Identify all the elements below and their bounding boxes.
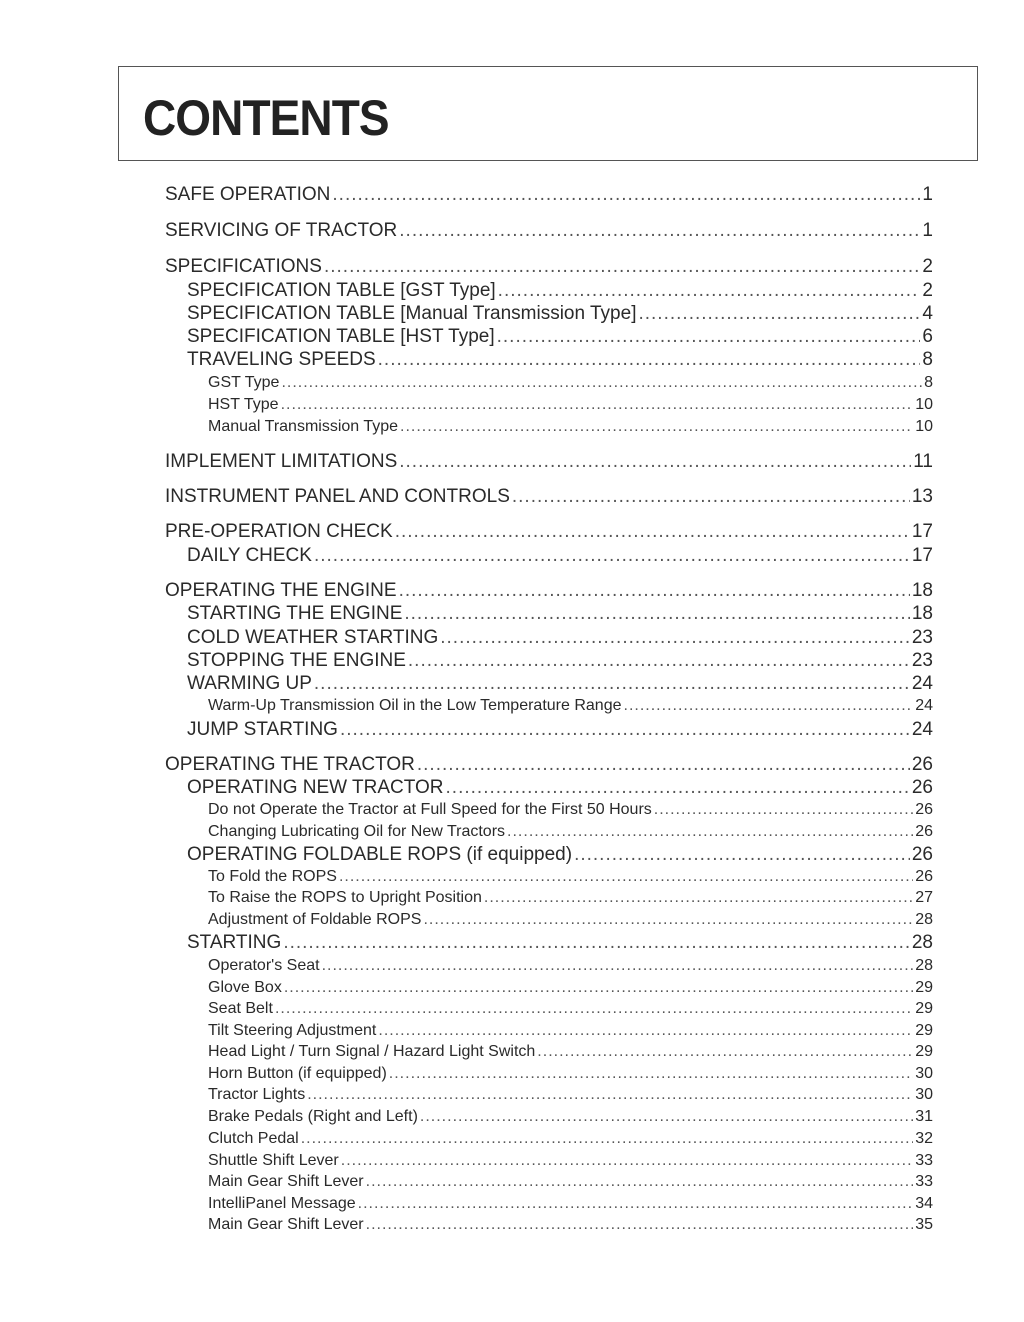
toc-page-number: 29 [915,979,933,996]
dot-leader [537,1043,913,1061]
toc-page-number: 23 [911,650,933,671]
toc-page-number: 18 [911,580,933,601]
toc-entry[interactable] [208,1173,933,1191]
toc-entry-label: SERVICING OF TRACTOR [165,220,398,241]
dot-leader [366,1216,914,1234]
toc-entry-label: WARMING UP [187,673,312,694]
toc-entry-label: GST Type [208,374,280,391]
dot-leader [322,957,914,975]
dot-leader [420,1108,913,1126]
toc-entry[interactable] [187,777,933,799]
toc-entry[interactable] [187,326,933,348]
toc-page-number: 24 [911,719,933,740]
toc-entry-label: STOPPING THE ENGINE [187,650,406,671]
toc-page-number: 4 [922,303,933,324]
toc-page-number: 26 [911,777,933,798]
toc-page-number: 1 [922,184,933,205]
dot-leader [332,184,920,206]
toc-entry-label: Manual Transmission Type [208,418,399,435]
toc-entry[interactable] [208,1065,933,1083]
toc-entry-label: Brake Pedals (Right and Left) [208,1108,418,1125]
dot-leader [358,1195,914,1213]
toc-entry-label: Operator's Seat [208,957,320,974]
toc-page-number: 34 [915,1195,933,1212]
dot-leader [314,545,910,567]
dot-leader [275,1000,913,1018]
toc-entry[interactable] [165,451,933,473]
toc-entry-label: SPECIFICATION TABLE [GST Type] [187,280,496,301]
toc-entry[interactable] [208,1216,933,1234]
toc-entry[interactable] [165,580,933,602]
dot-leader [497,326,921,348]
toc-entry[interactable] [208,889,933,907]
dot-leader [340,719,910,741]
dot-leader [638,303,920,325]
dot-leader [307,1086,913,1104]
dot-leader [399,220,920,242]
toc-entry-label: OPERATING THE TRACTOR [165,754,415,775]
toc-entry-label: Main Gear Shift Lever [208,1216,364,1233]
dot-leader [301,1130,913,1148]
toc-entry-label: To Fold the ROPS [208,868,337,885]
toc-entry[interactable] [208,1195,933,1213]
toc-entry-label: Glove Box [208,979,282,996]
dot-leader [283,932,910,954]
toc-entry[interactable] [208,911,933,929]
toc-entry[interactable] [208,823,933,841]
dot-leader [314,673,910,695]
toc-entry-label: Clutch Pedal [208,1130,299,1147]
dot-leader [341,1152,913,1170]
toc-page-number: 29 [915,1000,933,1017]
dot-leader [624,697,914,715]
dot-leader [324,256,920,278]
toc-page-number: 33 [915,1152,933,1169]
toc-entry[interactable] [165,521,933,543]
toc-entry[interactable] [187,627,933,649]
toc-page-number: 31 [915,1108,933,1125]
toc-entry[interactable] [165,184,933,206]
toc-entry[interactable] [208,1152,933,1170]
toc-entry-label: OPERATING FOLDABLE ROPS (if equipped) [187,844,573,865]
dot-leader [366,1173,914,1191]
toc-page-number: 30 [915,1086,933,1103]
toc-entry-label: Warm-Up Transmission Oil in the Low Temperature Range [208,697,622,714]
toc-entry[interactable] [165,256,933,278]
toc-entry-label: Tractor Lights [208,1086,306,1103]
toc-page-number: 10 [915,396,933,413]
toc-entry-label: IntelliPanel Message [208,1195,356,1212]
toc-page-number: 30 [915,1065,933,1082]
toc-entry-label: IMPLEMENT LIMITATIONS [165,451,398,472]
toc-page-number: 2 [922,256,933,277]
toc-page-number: 29 [915,1043,933,1060]
toc-entry[interactable] [187,650,933,672]
toc-page-number: 18 [911,603,933,624]
toc-entry-label: INSTRUMENT PANEL AND CONTROLS [165,486,510,507]
dot-leader [654,801,913,819]
toc-entry-label: STARTING THE ENGINE [187,603,403,624]
dot-leader [404,603,909,625]
toc-page-number: 2 [922,280,933,301]
toc-entry[interactable] [208,1130,933,1148]
dot-leader [440,627,910,649]
dot-leader [378,1022,913,1040]
dot-leader [395,521,910,543]
toc-page-number: 35 [915,1216,933,1233]
toc-entry[interactable] [208,1086,933,1104]
dot-leader [400,418,913,436]
toc-page-number: 13 [911,486,933,507]
toc-entry[interactable] [187,844,933,866]
dot-leader [484,889,913,907]
toc-entry[interactable] [187,603,933,625]
toc-entry[interactable] [165,220,933,242]
toc-entry-label: Tilt Steering Adjustment [208,1022,377,1039]
toc-entry[interactable] [187,673,933,695]
dot-leader [284,979,913,997]
toc-entry[interactable] [165,486,933,508]
toc-page-number: 26 [915,868,933,885]
toc-page-number: 24 [915,697,933,714]
toc-entry[interactable] [208,801,933,819]
toc-entry-label: JUMP STARTING [187,719,338,740]
toc-page-number: 10 [915,418,933,435]
dot-leader [423,911,913,929]
toc-page-number: 28 [911,932,933,953]
toc-page-number: 6 [922,326,933,347]
toc-entry[interactable] [187,719,933,741]
toc-entry-label: Seat Belt [208,1000,273,1017]
toc-entry[interactable] [187,349,933,371]
toc-page-number: 26 [915,823,933,840]
dot-leader [399,580,910,602]
toc-page-number: 24 [911,673,933,694]
toc-entry[interactable] [187,545,933,567]
toc-page-number: 28 [915,957,933,974]
dot-leader [408,650,910,672]
dot-leader [399,451,911,473]
toc-entry-label: DAILY CHECK [187,545,312,566]
toc-page-number: 23 [911,627,933,648]
toc-page-number: 33 [915,1173,933,1190]
toc-entry-label: COLD WEATHER STARTING [187,627,439,648]
toc-page-number: 27 [915,889,933,906]
toc-entry[interactable] [165,754,933,776]
toc-entry-label: Adjustment of Foldable ROPS [208,911,422,928]
dot-leader [281,374,922,392]
toc-entry[interactable] [208,374,933,392]
contents-header-box [118,66,978,161]
dot-leader [378,349,921,371]
toc-entry-label: SAFE OPERATION [165,184,331,205]
dot-leader [574,844,910,866]
toc-entry-label: HST Type [208,396,279,413]
toc-entry[interactable] [187,280,933,302]
toc-entry[interactable] [208,1108,933,1126]
toc-entry[interactable] [208,697,933,715]
toc-entry-label: SPECIFICATIONS [165,256,322,277]
toc-entry-label: Main Gear Shift Lever [208,1173,364,1190]
toc-entry[interactable] [208,979,933,997]
toc-entry-label: To Raise the ROPS to Upright Position [208,889,482,906]
toc-entry[interactable] [208,418,933,436]
page-title: CONTENTS [143,90,389,146]
toc-entry[interactable] [208,957,933,975]
dot-leader [339,868,913,886]
toc-entry-label: Horn Button (if equipped) [208,1065,387,1082]
toc-page-number: 1 [922,220,933,241]
toc-entry-label: Changing Lubricating Oil for New Tractors [208,823,506,840]
toc-entry-label: Do not Operate the Tractor at Full Speed for the First 50 Hours [208,801,652,818]
toc-page-number: 17 [911,545,933,566]
toc-page-number: 29 [915,1022,933,1039]
toc-page-number: 26 [915,801,933,818]
toc-entry[interactable] [208,396,933,414]
dot-leader [417,754,910,776]
toc-entry-label: OPERATING THE ENGINE [165,580,397,601]
dot-leader [446,777,910,799]
toc-page-number: 32 [915,1130,933,1147]
dot-leader [512,486,910,508]
toc-page-number: 26 [911,754,933,775]
toc-page-number: 11 [913,451,933,472]
toc-entry[interactable] [208,1043,933,1061]
toc-page-number: 8 [922,349,933,370]
dot-leader [507,823,913,841]
toc-entry[interactable] [208,1022,933,1040]
toc-entry[interactable] [187,303,933,325]
toc-page-number: 17 [911,521,933,542]
toc-entry-label: SPECIFICATION TABLE [HST Type] [187,326,495,347]
toc-entry-label: PRE-OPERATION CHECK [165,521,393,542]
toc-entry[interactable] [208,868,933,886]
toc-entry[interactable] [208,1000,933,1018]
toc-entry-label: OPERATING NEW TRACTOR [187,777,444,798]
toc-entry-label: Head Light / Turn Signal / Hazard Light Switch [208,1043,536,1060]
dot-leader [281,396,914,414]
toc-page-number: 8 [924,374,933,391]
toc-entry-label: STARTING [187,932,282,953]
toc-entry-label: Shuttle Shift Lever [208,1152,339,1169]
toc-entry[interactable] [187,932,933,954]
toc-page-number: 26 [911,844,933,865]
toc-page-number: 28 [915,911,933,928]
toc-entry-label: SPECIFICATION TABLE [Manual Transmission Type] [187,303,637,324]
toc-entry-label: TRAVELING SPEEDS [187,349,376,370]
dot-leader [498,280,921,302]
dot-leader [389,1065,913,1083]
